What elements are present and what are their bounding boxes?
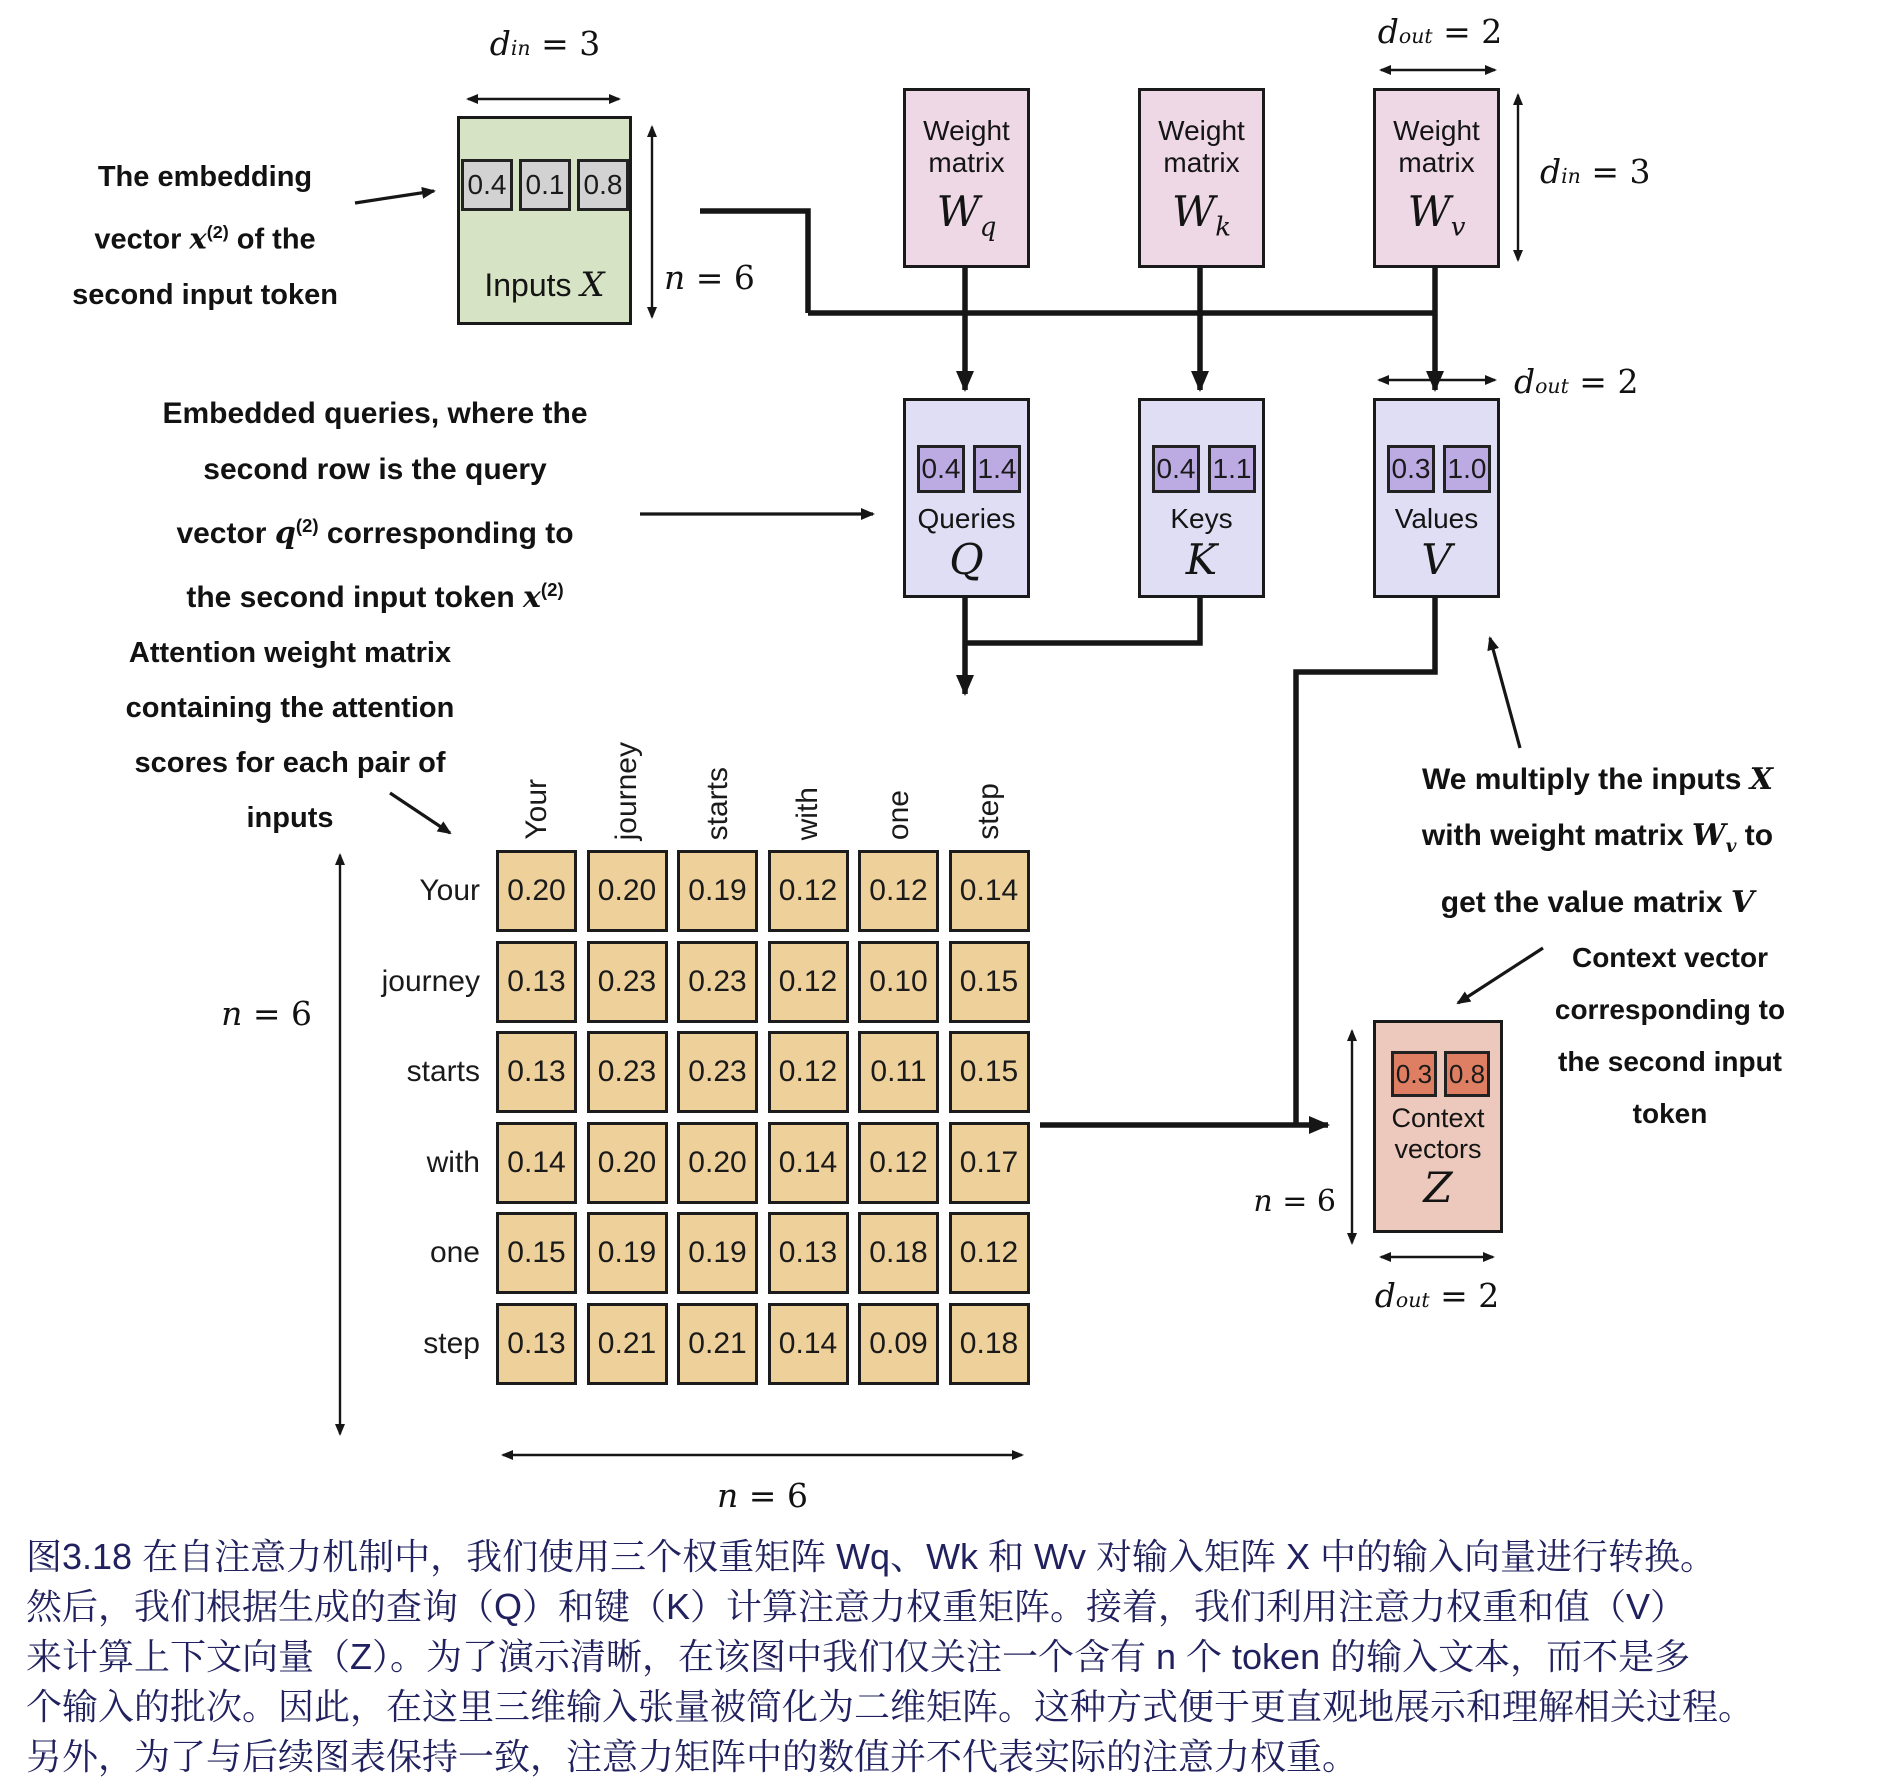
attention-cell: 0.17: [949, 1122, 1030, 1204]
weight-matrix-label: Weight matrix: [1393, 115, 1480, 178]
attention-column-header: with: [791, 786, 824, 840]
attention-row-label: journey: [381, 964, 480, 998]
attention-cell: 0.21: [587, 1303, 668, 1385]
weight-matrix-letter: $W_v$: [1407, 187, 1466, 243]
attention-column-header: Your: [519, 779, 553, 840]
attention-cell: 0.09: [858, 1303, 939, 1385]
attention-cell: 0.23: [677, 941, 758, 1023]
attention-cell: 0.11: [858, 1031, 939, 1113]
attention-column-header: step: [972, 783, 1005, 840]
attention-cell: 0.21: [677, 1303, 758, 1385]
dout-label-values: dout = 2: [1514, 362, 1639, 401]
attention-column-header: one: [881, 789, 915, 840]
input-cell: 0.8: [577, 159, 629, 211]
context-letter: Z: [1423, 1163, 1453, 1212]
weight-matrix-wv: [1373, 88, 1500, 268]
attention-cell: 0.23: [587, 941, 668, 1023]
attention-cell: 0.20: [677, 1122, 758, 1204]
weight-matrix-letter: $W_k$: [1172, 187, 1231, 243]
caption-line: 来计算上下文向量（Z）。为了演示清晰，在该图中我们仅关注一个含有 n 个 token 的输入文本，而不是多: [26, 1636, 1691, 1677]
multiply-annotation: We multiply the inputs X with weight matrix $W_v$ to get the value matrix V: [1421, 762, 1774, 920]
attention-cell: 0.12: [949, 1212, 1030, 1294]
attention-row-label: one: [429, 1236, 480, 1269]
value-cell: 0.3: [1387, 445, 1435, 493]
query-cell: 1.4: [973, 445, 1021, 493]
n-label-inputs: n = 6: [664, 258, 755, 297]
context-label-arrow: [1458, 948, 1543, 1003]
keys-box: [1138, 398, 1265, 598]
query-cell: 0.4: [917, 445, 965, 493]
attention-cell: 0.13: [496, 1303, 577, 1385]
attention-cell: 0.12: [768, 850, 849, 932]
caption-line: 图3.18 在自注意力机制中，我们使用三个权重矩阵 Wq、Wk 和 Wv 对输入矩阵 X 中的输入向量进行转换。: [26, 1536, 1717, 1577]
value-vector-row: [1387, 445, 1491, 493]
attention-cell: 0.12: [858, 850, 939, 932]
values-box: [1373, 398, 1500, 598]
key-cell: 0.4: [1152, 445, 1200, 493]
n-label-matrix-left: n = 6: [221, 994, 312, 1033]
keys-label: Keys: [1170, 503, 1233, 534]
inputs-box-label: Inputs X: [484, 265, 605, 305]
attention-row-label: with: [426, 1145, 480, 1179]
context-vector-annotation: Context vector corresponding to the second input token: [1554, 942, 1786, 1129]
din-label-wv: din = 3: [1540, 152, 1651, 191]
attention-cell: 0.13: [768, 1212, 849, 1294]
attention-cell: 0.23: [587, 1031, 668, 1113]
context-vector-row: [1391, 1051, 1490, 1097]
key-cell: 1.1: [1208, 445, 1256, 493]
attention-cell: 0.12: [768, 941, 849, 1023]
caption-line: 个输入的批次。因此，在这里三维输入张量被简化为二维矩阵。这种方式便于更直观地展示和理解相关过程。: [26, 1686, 1755, 1727]
attention-cell: 0.20: [587, 850, 668, 932]
values-letter: V: [1421, 535, 1452, 584]
embedding-arrow: [355, 191, 434, 203]
attention-cell: 0.15: [496, 1212, 577, 1294]
attention-cell: 0.13: [496, 941, 577, 1023]
context-label: Context vectors: [1391, 1103, 1485, 1164]
attention-cell: 0.15: [949, 941, 1030, 1023]
weight-matrix-wq: [903, 88, 1030, 268]
attention-cell: 0.14: [496, 1122, 577, 1204]
attention-cell: 0.10: [858, 941, 939, 1023]
din-label-inputs: din = 3: [489, 24, 601, 63]
weight-matrix-letter: $W_q$: [936, 187, 997, 243]
figure-caption: [26, 1532, 1882, 1782]
attention-cell: 0.20: [496, 850, 577, 932]
multiply-arrow: [1490, 638, 1520, 748]
attention-cell: 0.19: [677, 850, 758, 932]
dout-label-wv: dout = 2: [1377, 12, 1503, 51]
attention-row-label: step: [423, 1326, 480, 1360]
attention-cell: 0.19: [677, 1212, 758, 1294]
embedding-annotation: The embedding vector $x^{(2)}$ of the second input token: [72, 161, 338, 311]
weight-matrix-wk: [1138, 88, 1265, 268]
attention-cell: 0.14: [768, 1122, 849, 1204]
queries-letter: Q: [949, 535, 984, 584]
weight-matrix-label: Weight matrix: [1158, 115, 1245, 178]
n-label-z: n = 6: [1253, 1184, 1336, 1219]
attention-cell: 0.18: [858, 1212, 939, 1294]
attention-cell: 0.14: [949, 850, 1030, 932]
attention-cell: 0.14: [768, 1303, 849, 1385]
values-label: Values: [1394, 503, 1479, 534]
value-cell: 1.0: [1443, 445, 1491, 493]
caption-line: 然后，我们根据生成的查询（Q）和键（K）计算注意力权重矩阵。接着，我们利用注意力权重和值（V）: [26, 1586, 1687, 1627]
embedding-vector-row: [461, 159, 629, 211]
n-label-matrix-bottom: n = 6: [717, 1476, 808, 1515]
queries-box: [903, 398, 1030, 598]
key-vector-row: [1152, 445, 1256, 493]
attention-cell: 0.12: [768, 1031, 849, 1113]
context-cell: 0.8: [1444, 1051, 1490, 1097]
keys-letter: K: [1185, 535, 1218, 584]
query-vector-row: [917, 445, 1021, 493]
attention-cell: 0.20: [587, 1122, 668, 1204]
dout-label-z: dout = 2: [1374, 1276, 1500, 1315]
inputs-matrix-box: [457, 116, 632, 325]
queries-label: Queries: [917, 503, 1016, 534]
attention-cell: 0.12: [858, 1122, 939, 1204]
attention-row-label: Your: [419, 874, 480, 907]
caption-line: 另外，为了与后续图表保持一致，注意力矩阵中的数值并不代表实际的注意力权重。: [26, 1736, 1359, 1777]
context-cell: 0.3: [1391, 1051, 1437, 1097]
attention-cell: 0.15: [949, 1031, 1030, 1113]
attention-column-header: starts: [700, 766, 734, 840]
input-cell: 0.4: [461, 159, 513, 211]
attention-column-header: journey: [610, 741, 643, 840]
attention-row-label: starts: [406, 1055, 480, 1088]
attention-cell: 0.13: [496, 1031, 577, 1113]
attention-cell: 0.19: [587, 1212, 668, 1294]
attention-cell: 0.18: [949, 1303, 1030, 1385]
attention-cell: 0.23: [677, 1031, 758, 1113]
input-cell: 0.1: [519, 159, 571, 211]
weight-matrix-label: Weight matrix: [923, 115, 1010, 178]
embedded-queries-annotation: Embedded queries, where the second row is the query vector $q^{(2)}$ corresponding to the second input token $x^{(2)}$: [162, 397, 588, 615]
context-vectors-box: [1373, 1020, 1503, 1233]
attention-matrix-annotation: Attention weight matrix containing the attention scores for each pair of inputs: [125, 637, 455, 834]
